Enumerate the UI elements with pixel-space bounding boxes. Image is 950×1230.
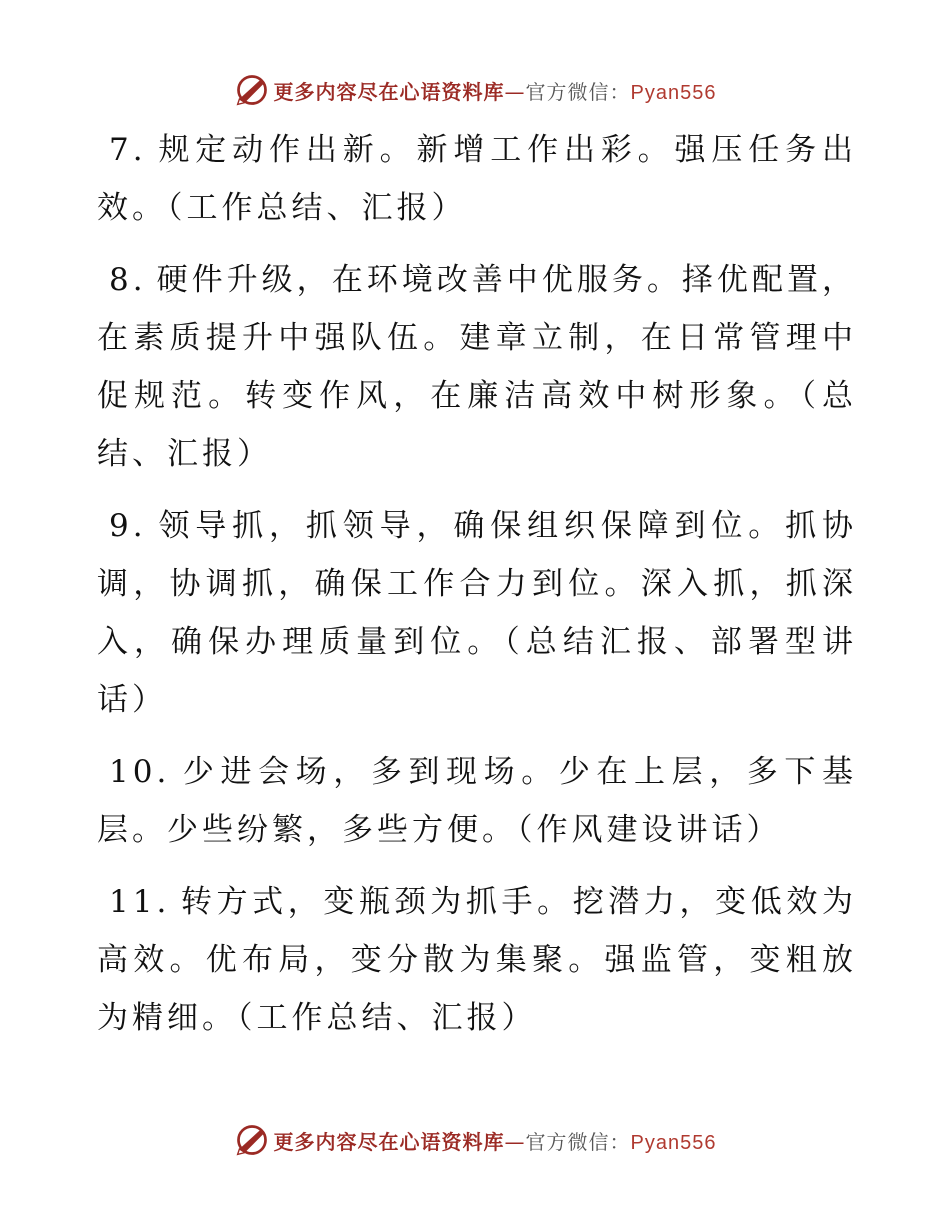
watermark-wechat-label: 官方微信： [525, 79, 631, 104]
watermark-header [0, 70, 950, 110]
watermark-main: 更多内容尽在心语资料库 [273, 1129, 505, 1154]
paragraph-text: 转方式，变瓶颈为抓手。挖潜力，变低效为高效。优布局，变分散为集聚。强监管，变粗放为精细。（工作总结、汇报） [97, 884, 857, 1036]
watermark-wechat-label: 官方微信： [525, 1129, 631, 1154]
watermark-dash: — [504, 79, 526, 104]
paragraph-text: 领导抓，抓领导，确保组织保障到位。抓协调，协调抓，确保工作合力到位。深入抓，抓深入，确保办理质量到位。（总结汇报、部署型讲话） [97, 508, 857, 718]
paragraph-9 [97, 497, 857, 729]
paragraph-text: 少进会场，多到现场。少在上层，多下基层。少些纷繁，多些方便。（作风建设讲话） [97, 754, 857, 848]
watermark-text [274, 1126, 717, 1155]
paragraph-text: 硬件升级，在环境改善中优服务。择优配置，在素质提升中强队伍。建章立制，在日常管理中促规范。转变作风，在廉洁高效中树形象。（总结、汇报） [97, 262, 857, 472]
paragraph-7 [97, 121, 857, 237]
paragraph-number: 11. [109, 884, 171, 920]
watermark-dash: — [504, 1129, 526, 1154]
watermark-main: 更多内容尽在心语资料库 [273, 79, 505, 104]
paragraph-number: 8. [109, 262, 147, 298]
paragraph-11 [97, 873, 857, 1047]
watermark-wechat-id: Pyan556 [630, 81, 717, 104]
paragraph-text: 规定动作出新。新增工作出彩。强压任务出效。（工作总结、汇报） [97, 132, 857, 226]
paragraph-number: 7. [109, 132, 147, 168]
paragraph-number: 10. [109, 754, 171, 790]
watermark-footer [0, 1120, 950, 1160]
pen-seal-icon [234, 1122, 270, 1158]
paragraph-10 [97, 743, 857, 859]
document-body [97, 121, 857, 1061]
paragraph-number: 9. [109, 508, 147, 544]
paragraph-8 [97, 251, 857, 483]
watermark-wechat-id: Pyan556 [630, 1131, 717, 1154]
pen-seal-icon [234, 72, 270, 108]
watermark-text [274, 76, 717, 105]
